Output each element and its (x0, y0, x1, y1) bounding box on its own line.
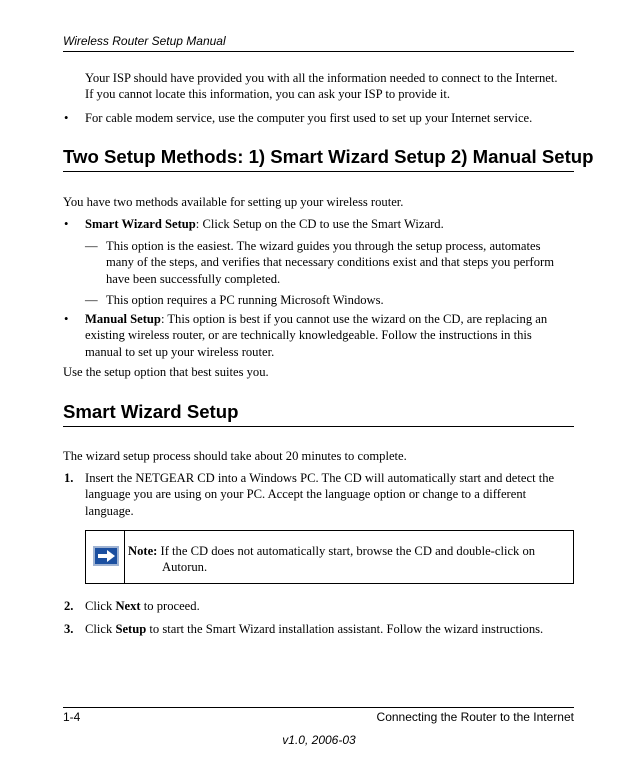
intro-bullet: For cable modem service, use the computer you first used to set up your Internet service. (85, 111, 533, 125)
step-line: language. (85, 503, 134, 518)
running-header (63, 34, 574, 52)
step-line: language you are using on your PC. Accept the language option or change to a different (85, 487, 527, 502)
note-label: Note: (128, 544, 158, 558)
dash-item-windows: This option requires a PC running Microsoft Windows. (106, 293, 384, 307)
note-text (128, 543, 535, 576)
step-text: to start the Smart Wizard installation assistant. Follow the wizard instructions. (146, 622, 544, 636)
step-click-next (85, 598, 200, 614)
note-line: Autorun. (162, 560, 208, 575)
bold-term: Setup (115, 622, 147, 636)
note-line: If the CD does not automatically start, browse the CD and double-click on (157, 544, 536, 558)
dash-line: many of the steps, and verifies that necessary conditions exist and that steps you perform (106, 255, 555, 270)
note-divider (124, 531, 125, 583)
arrow-right-icon (93, 546, 119, 566)
dash-line: have been successfully completed. (106, 271, 281, 286)
header-title: Wireless Router Setup Manual (63, 34, 226, 48)
section1-closing: Use the setup option that best suites you. (63, 365, 269, 379)
dash-marker: — (85, 293, 98, 307)
step-text: Click (85, 599, 116, 613)
step-text: Click (85, 622, 116, 636)
bold-term: Next (115, 599, 141, 613)
intro-paragraph (85, 70, 558, 103)
step-number: 3. (64, 622, 74, 636)
section2-intro: The wizard setup process should take about 20 minutes to complete. (63, 449, 407, 463)
intro-line: Your ISP should have provided you with all the information needed to connect to the Internet. (85, 71, 558, 85)
bullet-text: : This option is best if you cannot use the wizard on the CD, are replacing an (160, 312, 548, 326)
chapter-title: Connecting the Router to the Internet (376, 710, 574, 724)
dash-item-easiest (106, 238, 554, 287)
intro-line: If you cannot locate this information, you can ask your ISP to provide it. (85, 87, 451, 102)
step-number: 2. (64, 599, 74, 613)
bullet-line: manual to set up your wireless router. (85, 344, 275, 359)
section-heading-setup-methods: Two Setup Methods: 1) Smart Wizard Setup 2) Manual Setup (63, 146, 574, 172)
step-insert-cd (85, 470, 554, 519)
step-line: Insert the NETGEAR CD into a Windows PC. The CD will automatically start and detect the (85, 471, 555, 485)
step-click-setup (85, 621, 543, 637)
bullet-line: existing wireless router, or are technically knowledgeable. Follow the instructions in this (85, 328, 532, 343)
running-footer (63, 707, 574, 724)
bold-term: Smart Wizard Setup (85, 217, 196, 231)
dash-line: This option is the easiest. The wizard guides you through the setup process, automates (106, 239, 541, 253)
bold-term: Manual Setup (85, 312, 161, 326)
step-number: 1. (64, 471, 74, 485)
version-label: v1.0, 2006-03 (282, 733, 356, 747)
dash-marker: — (85, 239, 98, 253)
step-text: to proceed. (140, 599, 200, 613)
bullet-manual-setup (85, 311, 547, 360)
bullet-marker: • (64, 312, 69, 326)
page-number: 1-4 (63, 710, 81, 724)
section-heading-smart-wizard: Smart Wizard Setup (63, 401, 574, 427)
bullet-marker: • (64, 111, 69, 125)
bullet-text: : Click Setup on the CD to use the Smart Wizard. (195, 217, 444, 231)
bullet-marker: • (64, 217, 69, 231)
section1-intro: You have two methods available for setting up your wireless router. (63, 195, 404, 209)
note-box (85, 530, 574, 584)
bullet-smart-wizard (85, 216, 444, 232)
